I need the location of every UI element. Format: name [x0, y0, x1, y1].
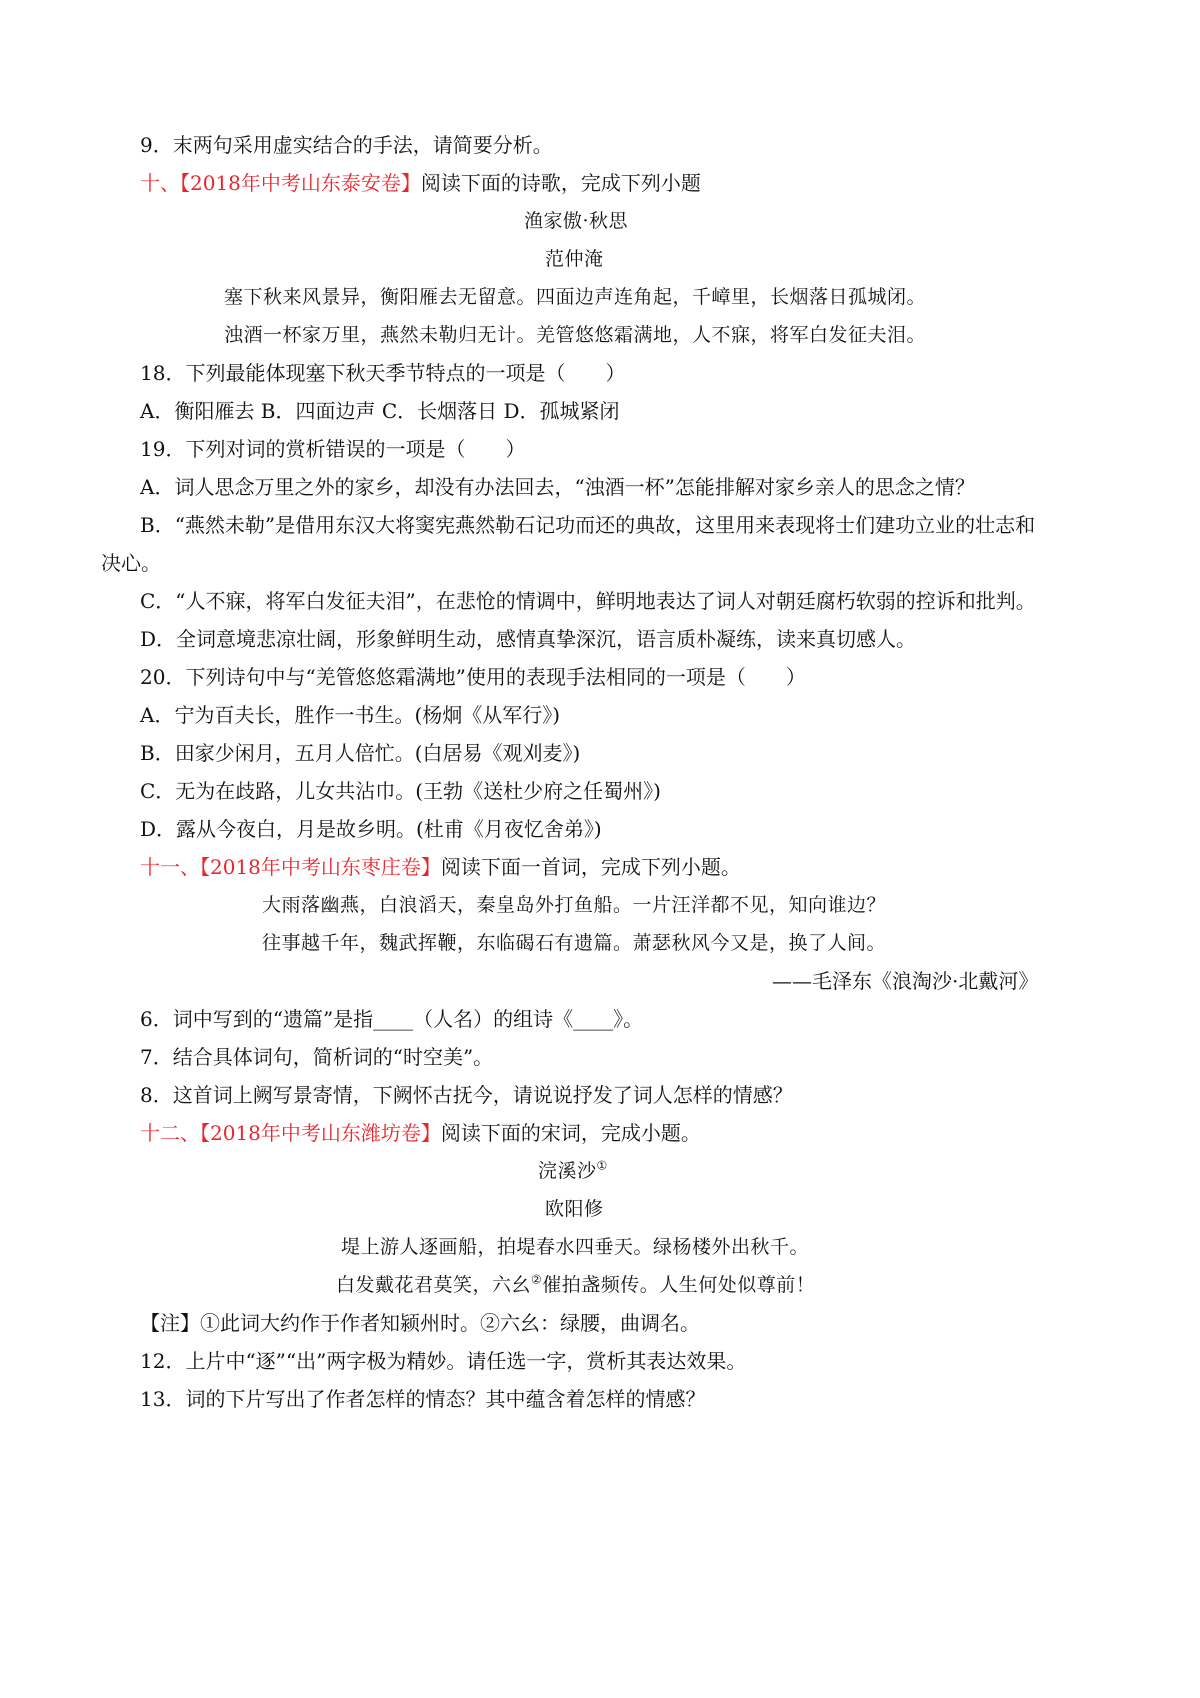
section-12-heading [140, 1119, 701, 1147]
section-10-source: 十、【2018年中考山东泰安卷】 [140, 171, 421, 195]
question-19-option-b: B．“燕然未勒”是借用东汉大将窦宪燕然勒石记功而还的典故，这里用来表现将士们建功立业的壮志和 [140, 513, 1036, 537]
section-12-source: 十二、【2018年中考山东潍坊卷】 [140, 1121, 441, 1145]
ci-attribution: ——毛泽东《浪淘沙·北戴河》 [772, 969, 1039, 993]
footnote-marker-1: ① [596, 1158, 608, 1173]
question-20: 20．下列诗句中与“羌管悠悠霜满地”使用的表现手法相同的一项是（ ） [140, 665, 806, 689]
song-ci-line-2 [336, 1271, 815, 1299]
poem-line-1: 塞下秋来风景异，衡阳雁去无留意。四面边声连角起，千嶂里，长烟落日孤城闭。 [224, 286, 927, 308]
question-9: 9．末两句采用虚实结合的手法，请简要分析。 [140, 133, 553, 157]
question-12: 12．上片中“逐”“出”两字极为精妙。请任选一字，赏析其表达效果。 [140, 1349, 747, 1373]
poem-title-text: 浣溪沙 [538, 1160, 597, 1182]
song-ci-line-1: 堤上游人逐画船，拍堤春水四垂天。绿杨楼外出秋千。 [341, 1236, 810, 1258]
annotation-note: 【注】①此词大约作于作者知颍州时。②六幺：绿腰，曲调名。 [140, 1311, 700, 1335]
section-11-heading [140, 853, 741, 881]
question-20-option-b: B．田家少闲月，五月人倍忙。(白居易《观刈麦》) [140, 741, 581, 765]
question-19-option-c: C．“人不寐，将军白发征夫泪”，在悲怆的情调中，鲜明地表达了词人对朝廷腐朽软弱的控诉和批判。 [140, 589, 1036, 613]
section-10-instruction: 阅读下面的诗歌，完成下列小题 [420, 171, 701, 195]
poem-title-yujiaao: 渔家傲·秋思 [524, 210, 629, 232]
section-12-instruction: 阅读下面的宋词，完成小题。 [440, 1121, 701, 1145]
question-18-options: A．衡阳雁去 B．四面边声 C．长烟落日 D．孤城紧闭 [140, 399, 620, 423]
ci-line-1: 大雨落幽燕，白浪滔天，秦皇岛外打鱼船。一片汪洋都不见，知向谁边？ [262, 894, 887, 916]
question-8: 8．这首词上阙写景寄情，下阙怀古抚今，请说说抒发了词人怎样的情感？ [140, 1083, 793, 1107]
question-7: 7．结合具体词句，简析词的“时空美”。 [140, 1045, 494, 1069]
section-11-source: 十一、【2018年中考山东枣庄卷】 [140, 855, 441, 879]
section-10-heading [140, 169, 701, 197]
poem-line-2: 浊酒一杯家万里，燕然未勒归无计。羌管悠悠霜满地，人不寐，将军白发征夫泪。 [224, 324, 927, 346]
poem-title-huanxisha [538, 1157, 608, 1185]
song-ci-line-2-part-b: 催拍盏频传。人生何处似尊前！ [542, 1274, 816, 1296]
question-19-option-b-cont: 决心。 [101, 551, 161, 575]
question-20-option-c: C．无为在歧路，儿女共沾巾。(王勃《送杜少府之任蜀州》) [140, 779, 661, 803]
question-19-option-a: A．词人思念万里之外的家乡，却没有办法回去，“浊酒一杯”怎能排解对家乡亲人的思念之情？ [140, 475, 975, 499]
footnote-marker-2: ② [531, 1272, 543, 1287]
section-11-instruction: 阅读下面一首词，完成下列小题。 [440, 855, 741, 879]
question-18: 18．下列最能体现塞下秋天季节特点的一项是（ ） [140, 361, 626, 385]
poem-author-fan-zhongyan: 范仲淹 [545, 248, 604, 270]
question-19-option-d: D．全词意境悲凉壮阔，形象鲜明生动，感情真挚深沉，语言质朴凝练，读来真切感人。 [140, 627, 917, 651]
question-6: 6．词中写到的“遗篇”是指____（人名）的组诗《____》。 [140, 1007, 644, 1031]
song-ci-line-2-part-a: 白发戴花君莫笑，六幺 [336, 1274, 532, 1296]
poem-author-ouyang-xiu: 欧阳修 [545, 1198, 604, 1220]
question-13: 13．词的下片写出了作者怎样的情态？其中蕴含着怎样的情感？ [140, 1387, 706, 1411]
ci-line-2: 往事越千年，魏武挥鞭，东临碣石有遗篇。萧瑟秋风今又是，换了人间。 [262, 932, 887, 954]
question-20-option-a: A．宁为百夫长，胜作一书生。(杨炯《从军行》) [140, 703, 561, 727]
question-20-option-d: D．露从今夜白，月是故乡明。(杜甫《月夜忆舍弟》) [140, 817, 602, 841]
question-19: 19．下列对词的赏析错误的一项是（ ） [140, 437, 526, 461]
